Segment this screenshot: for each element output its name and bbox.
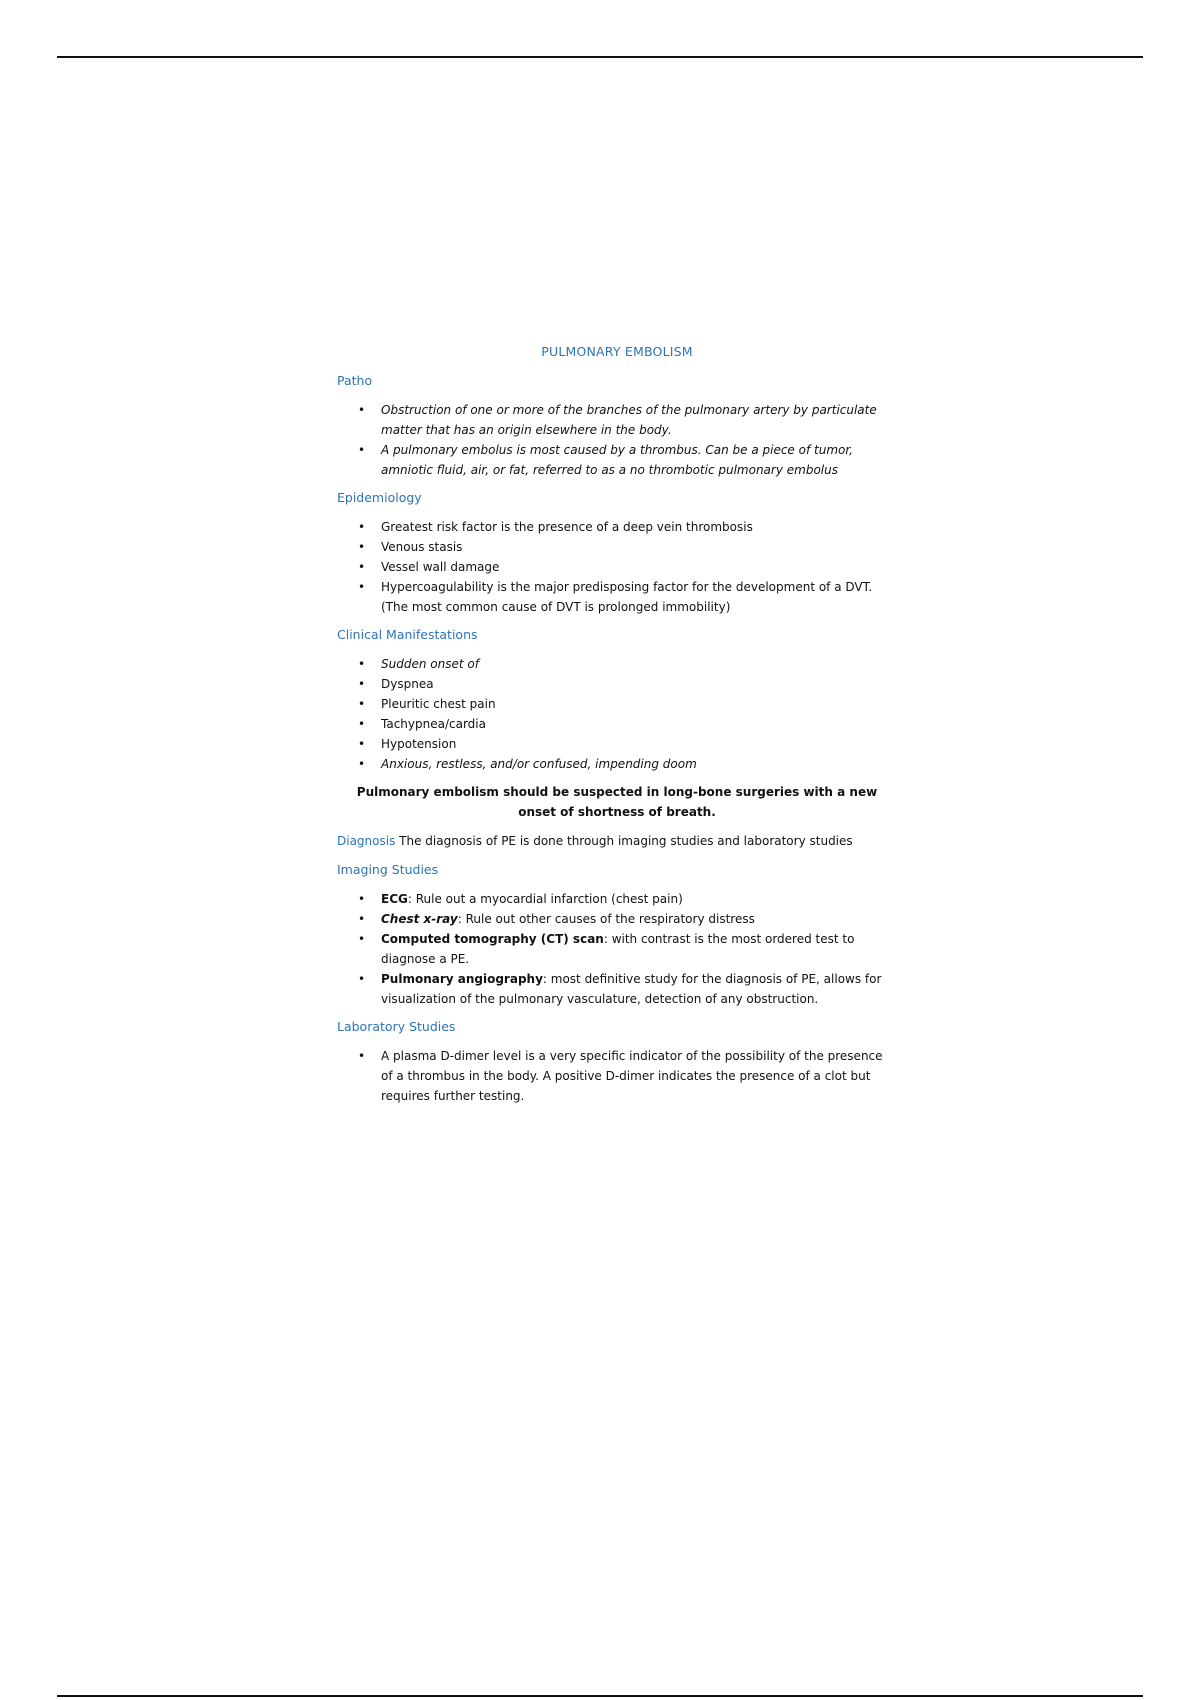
imaging-list: [337, 889, 897, 1009]
bullet-icon: •: [358, 932, 366, 946]
diagnosis-text: The diagnosis of PE is done through imaging studies and laboratory studies: [395, 834, 853, 848]
list-item: • Venous stasis: [358, 537, 897, 557]
list-item: • Pulmonary angiography: most definitive study for the diagnosis of PE, allows for visualization of the pulmonary vasculature, detection of any obstruction.: [358, 969, 897, 1009]
bullet-icon: •: [358, 737, 366, 751]
list-item: • Tachypnea/cardia: [358, 714, 897, 734]
list-item: • Computed tomography (CT) scan: with contrast is the most ordered test to diagnose a PE.: [358, 929, 897, 969]
list-item: • Dyspnea: [358, 674, 897, 694]
bullet-icon: •: [358, 540, 366, 554]
document-title: PULMONARY EMBOLISM: [541, 344, 693, 359]
section-heading-clinical-manifestations: Clinical Manifestations: [337, 627, 478, 642]
term: Pulmonary angiography: [381, 972, 543, 986]
list-item: • ECG: Rule out a myocardial infarction (chest pain): [358, 889, 897, 909]
list-item: • Hypercoagulability is the major predisposing factor for the development of a DVT. (The most common cause of DVT is prolonged immobility): [358, 577, 897, 617]
clinical-list: [337, 654, 897, 774]
list-item: • A pulmonary embolus is most caused by a thrombus. Can be a piece of tumor, amniotic fluid, air, or fat, referred to as a no thrombotic pulmonary embolus: [358, 440, 897, 480]
diagnosis-paragraph: [337, 831, 897, 851]
list-item: • Obstruction of one or more of the branches of the pulmonary artery by particulate matter that has an origin elsewhere in the body.: [358, 400, 897, 440]
bullet-icon: •: [358, 443, 366, 457]
list-item: • Hypotension: [358, 734, 897, 754]
bullet-icon: •: [358, 677, 366, 691]
list-item: • A plasma D-dimer level is a very specific indicator of the possibility of the presence of a thrombus in the body. A positive D-dimer indicates the presence of a clot but requires further testing.: [358, 1046, 897, 1106]
callout-note: Pulmonary embolism should be suspected in long-bone surgeries with a new onset of shortness of breath.: [356, 785, 878, 819]
term: ECG: [381, 892, 408, 906]
bullet-icon: •: [358, 520, 366, 534]
section-heading-epidemiology: Epidemiology: [337, 490, 422, 505]
term: Chest x-ray: [381, 912, 458, 926]
bullet-icon: •: [358, 912, 366, 926]
bullet-icon: •: [358, 757, 366, 771]
list-item: • Anxious, restless, and/or confused, impending doom: [358, 754, 897, 774]
patho-list: [337, 400, 897, 480]
bullet-icon: •: [358, 657, 366, 671]
bullet-icon: •: [358, 580, 366, 594]
list-item: • Vessel wall damage: [358, 557, 897, 577]
section-heading-patho: Patho: [337, 373, 373, 388]
bullet-icon: •: [358, 403, 366, 417]
bullet-icon: •: [358, 717, 366, 731]
bullet-icon: •: [358, 972, 366, 986]
bottom-rule: [57, 1695, 1143, 1697]
bullet-icon: •: [358, 892, 366, 906]
list-item: • Chest x-ray: Rule out other causes of the respiratory distress: [358, 909, 897, 929]
bullet-icon: •: [358, 1049, 366, 1063]
document-page: [337, 342, 897, 1114]
diagnosis-label: Diagnosis: [337, 834, 396, 848]
epidemiology-list: [337, 517, 897, 617]
top-rule: [57, 56, 1143, 58]
bullet-icon: •: [358, 560, 366, 574]
section-heading-laboratory-studies: Laboratory Studies: [337, 1019, 456, 1034]
bullet-icon: •: [358, 697, 366, 711]
list-item: • Greatest risk factor is the presence of a deep vein thrombosis: [358, 517, 897, 537]
section-heading-imaging-studies: Imaging Studies: [337, 862, 439, 877]
list-item: • Sudden onset of: [358, 654, 897, 674]
list-item: • Pleuritic chest pain: [358, 694, 897, 714]
laboratory-list: [337, 1046, 897, 1106]
term: Computed tomography (CT) scan: [381, 932, 604, 946]
